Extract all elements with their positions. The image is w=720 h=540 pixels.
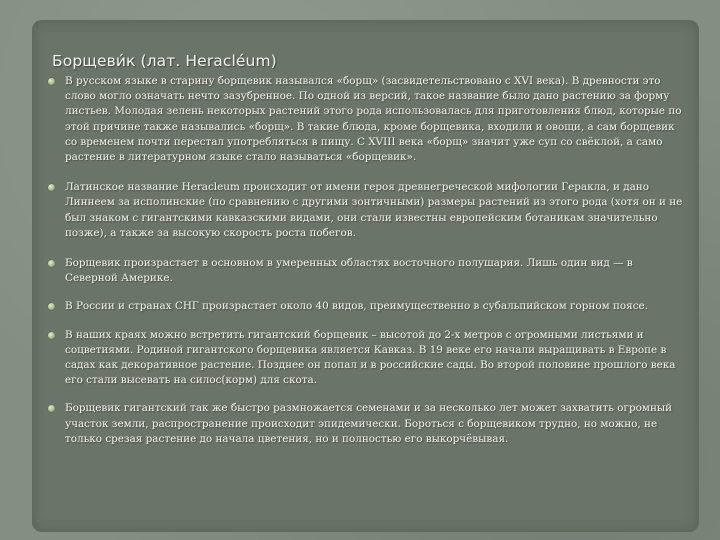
bullet-icon	[48, 303, 55, 310]
bullet-item	[48, 180, 688, 241]
bullet-icon	[48, 332, 55, 339]
bullet-text: В наших краях можно встретить гигантский борщевик – высотой до 2-х метров с огромными листьями и соцветиями. Родиной гигантского борщевика является Кавказ. В 19 веке его начали выращивать в Европе в садах как декоративное растение. Позднее он попал и в российские сады. Во второй половине прошлого века его стали высевать на силос(корм) для скота.	[65, 328, 676, 387]
bullet-text: В России и странах СНГ произрастает около 40 видов, преимущественно в субальпийском горном поясе.	[65, 300, 648, 313]
bullet-text: Латинское название Heracleum происходит от имени героя древнегреческой мифологии Геракла, и дано Линнеем за исполинские (по сравнению с другими зонтичными) размеры растений из этого рода (хотя он и не был знаком с гигантскими кавказскими видами, они стали известны европейским ботаникам значительно позже), а также за высокую скорость роста побегов.	[65, 181, 683, 239]
slide-title: Борщеви́к (лат. Heracléum)	[52, 52, 277, 70]
bullet-text: Борщевик произрастает в основном в умеренных областях восточного полушария. Лишь один вид — в Северной Америке.	[65, 257, 633, 285]
bullet-item	[48, 299, 688, 314]
bullet-item	[48, 74, 688, 165]
bullet-text: В русском языке в старину борщевик назывался «борщ» (засвидетельствовано с XVI века). В древности это слово могло означать нечто зазубренное. По одной из версий, такое название было дано растению за форму листьев. Молодая зелень некоторых растений этого рода использовалась для приготовления блюд, которые по этой причине также назывались «борщ». В такие блюда, кроме борщевика, входили и овощи, а сам борщевик со временем почти перестал употребляться в пищу. С XVIII века «борщ» значит уже суп со свёклой, а само растение в литературном языке стало называться «борщевик».	[65, 75, 682, 164]
bullet-text: Борщевик гигантский так же быстро размножается семенами и за несколько лет может захватить огромный участок земли, распространение происходит эпидемически. Бороться с борщевиком трудно, но можно, не только срезая растение до начала цветения, но и полностью его выкорчёвывая.	[65, 402, 673, 445]
bullet-item	[48, 401, 688, 447]
bullet-list	[48, 74, 688, 464]
bullet-icon	[48, 78, 55, 85]
bullet-item	[48, 328, 688, 389]
bullet-icon	[48, 184, 55, 191]
bullet-icon	[48, 260, 55, 267]
bullet-icon	[48, 405, 55, 412]
bullet-item	[48, 256, 688, 286]
